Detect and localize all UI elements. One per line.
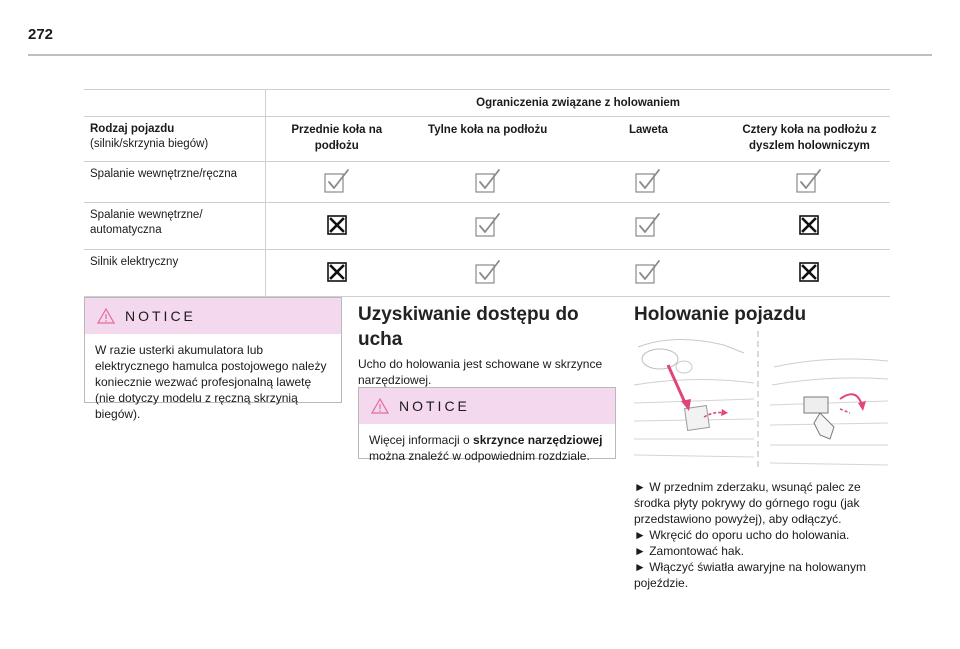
check-icon — [266, 162, 408, 203]
vehicle-type-label: Spalanie wewnętrzne/ automatyczna — [84, 203, 266, 250]
step-item: ► Zamontować hak. — [634, 544, 744, 558]
group-header: Ograniczenia związane z holowaniem — [266, 90, 890, 117]
table-row — [84, 162, 890, 203]
notice-battery — [84, 297, 342, 421]
col-rear-wheels: Tylne koła na podłożu — [407, 117, 568, 162]
cross-icon — [729, 250, 890, 297]
vehicle-type-label: Spalanie wewnętrzne/ręczna — [84, 162, 266, 203]
col-front-wheels: Przednie koła na podłożu — [266, 117, 408, 162]
cross-icon — [729, 203, 890, 250]
table-corner-cell — [84, 90, 266, 117]
col-flatbed: Laweta — [568, 117, 729, 162]
notice-text-part: Więcej informacji o — [369, 433, 474, 447]
vehicle-type-header — [84, 117, 266, 162]
warning-icon — [371, 398, 389, 414]
check-icon — [568, 162, 729, 203]
notice-bar — [85, 298, 341, 334]
notice-bar — [359, 388, 615, 424]
check-icon — [407, 162, 568, 203]
bumper-towing-illustration — [634, 327, 888, 473]
step-item: ► Wkręcić do oporu ucho do holowania. — [634, 528, 850, 542]
warning-icon — [97, 308, 115, 324]
vehicle-type-label: Silnik elektryczny — [84, 250, 266, 297]
section-title-access-eye: Uzyskiwanie dostępu do ucha — [358, 304, 579, 350]
check-icon — [729, 162, 890, 203]
section-title-towing: Holowanie pojazdu — [634, 304, 807, 325]
notice-toolbox — [358, 387, 616, 463]
table-row — [84, 250, 890, 297]
column-header-row — [84, 117, 890, 162]
notice-text-part: można znaleźć w odpowiednim rozdziale. — [369, 449, 590, 463]
col-four-wheels-towbar: Cztery koła na podłożu z dyszlem holowniczym — [729, 117, 890, 162]
step-item: ► Włączyć światła awaryjne na holowanym pojeździe. — [634, 560, 866, 590]
notice-text-bold: skrzynce narzędziowej — [473, 433, 603, 447]
towing-steps — [634, 479, 896, 591]
page-number: 272 — [28, 26, 54, 43]
notice-text — [359, 424, 615, 474]
cross-icon — [266, 203, 408, 250]
notice-text: W razie usterki akumulatora lub elektrycznego hamulca postojowego należy koniecznie wezwać profesjonalną lawetę (nie dotyczy modelu z ręczną skrzynią biegów). — [95, 343, 327, 421]
vehicle-type-title: Rodzaj pojazdu — [90, 123, 175, 135]
check-icon — [407, 250, 568, 297]
cross-icon — [266, 250, 408, 297]
step-item: ► W przednim zderzaku, wsunąć palec ze środka płyty pokrywy do górnego rogu (jak przedstawiono powyżej), aby odłączyć. — [634, 480, 861, 526]
table-row — [84, 203, 890, 250]
header-divider — [28, 54, 932, 56]
towing-restrictions-table — [84, 89, 890, 297]
check-icon — [568, 203, 729, 250]
section-text-access-eye: Ucho do holowania jest schowane w skrzynce narzędziowej. — [358, 357, 603, 387]
notice-title: NOTICE — [399, 398, 470, 414]
notice-title: NOTICE — [125, 308, 196, 324]
vehicle-type-subtitle: (silnik/skrzynia biegów) — [90, 138, 209, 150]
check-icon — [568, 250, 729, 297]
check-icon — [407, 203, 568, 250]
